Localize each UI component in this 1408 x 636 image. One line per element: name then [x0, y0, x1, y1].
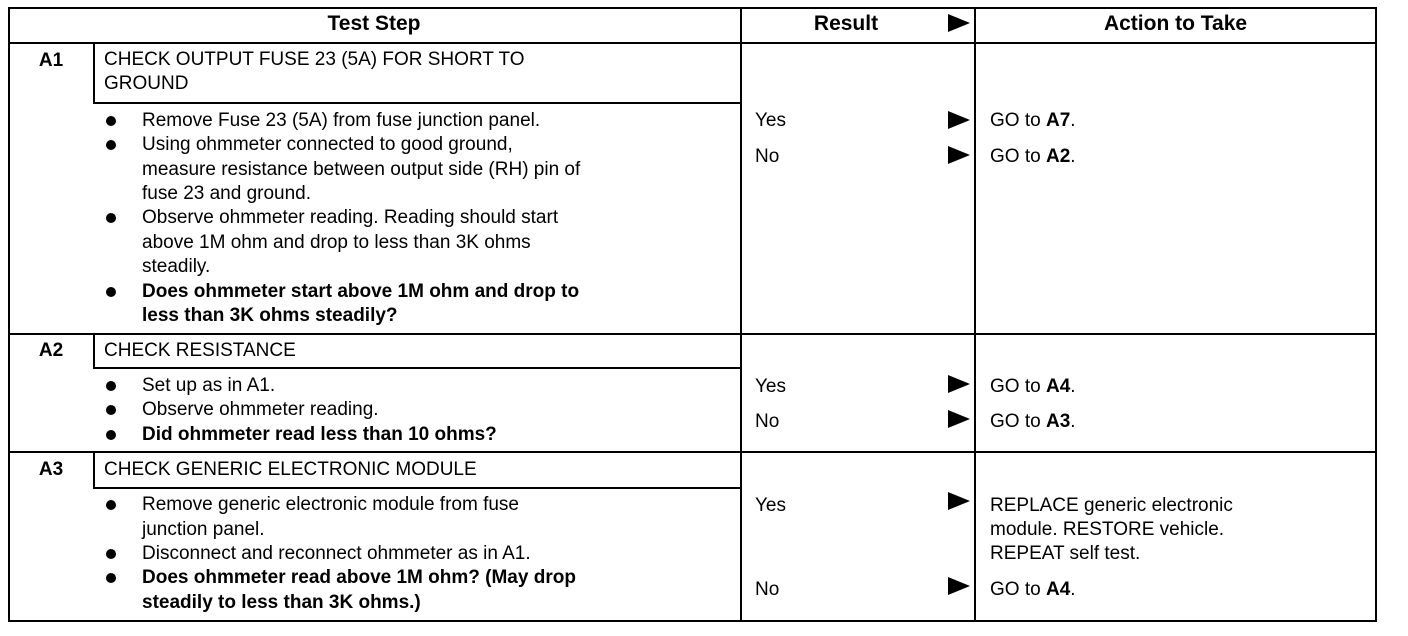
header-bottom-border [8, 42, 1377, 44]
row-a1-bottom-border [8, 333, 1377, 335]
table-right-border [1375, 7, 1377, 622]
bullet-icon [106, 213, 116, 223]
a1-bullet-3-line-3: steadily. [142, 256, 211, 277]
a3-title-separator [93, 487, 740, 489]
header-test-step: Test Step [327, 12, 421, 35]
a3-bullet-2: Disconnect and reconnect ohmmeter as in A1. [142, 543, 531, 564]
action-column-left-border [974, 7, 976, 622]
arrow-right-icon [948, 375, 970, 393]
a2-bullet-2: Observe ohmmeter reading. [142, 399, 379, 420]
arrow-right-icon [948, 146, 970, 164]
bullet-icon [106, 500, 116, 510]
bullet-icon [106, 116, 116, 126]
a3-action-no: GO to A4. [990, 579, 1076, 600]
a3-bullet-1-line-1: Remove generic electronic module from fuse [142, 494, 520, 515]
table-bottom-border [8, 620, 1377, 622]
a3-title: CHECK GENERIC ELECTRONIC MODULE [104, 459, 477, 480]
a2-question: Did ohmmeter read less than 10 ohms? [142, 424, 497, 445]
a2-action-yes: GO to A4. [990, 376, 1076, 397]
arrow-right-icon [948, 111, 970, 129]
a1-bullet-1-line-1: Remove Fuse 23 (5A) from fuse junction panel. [142, 110, 541, 131]
step-id-a2: A2 [38, 340, 64, 361]
a1-bullet-3-line-1: Observe ohmmeter reading. Reading should start [142, 207, 559, 228]
a3-action-yes-line-1: REPLACE generic electronic [990, 495, 1233, 516]
a2-title: CHECK RESISTANCE [104, 340, 296, 361]
bullet-icon [106, 287, 116, 297]
header-result: Result [813, 12, 879, 35]
a1-title-separator [93, 102, 740, 104]
a3-result-no: No [755, 579, 780, 600]
a1-bullet-2-line-2: measure resistance between output side (RH) pin of [142, 159, 581, 180]
a2-action-no: GO to A3. [990, 411, 1076, 432]
a1-result-yes: Yes [755, 110, 786, 131]
row-a2-bottom-border [8, 451, 1377, 453]
table-top-border [8, 7, 1377, 9]
table-left-border [8, 7, 10, 622]
bullet-icon [106, 549, 116, 559]
result-column-left-border [740, 7, 742, 622]
a3-action-yes-line-2: module. RESTORE vehicle. [990, 519, 1225, 540]
a1-bullet-2-line-1: Using ohmmeter connected to good ground, [142, 134, 513, 155]
a1-result-no: No [755, 146, 780, 167]
bullet-icon [106, 573, 116, 583]
bullet-icon [106, 381, 116, 391]
step-id-a3: A3 [38, 459, 64, 480]
a3-question-line-2: steadily to less than 3K ohms.) [142, 592, 421, 613]
a1-bullet-2-line-3: fuse 23 and ground. [142, 183, 312, 204]
a2-title-separator [93, 367, 740, 369]
a2-result-no: No [755, 411, 780, 432]
arrow-right-icon [948, 410, 970, 428]
a2-result-yes: Yes [755, 376, 786, 397]
a1-bullet-3-line-2: above 1M ohm and drop to less than 3K ohms [142, 232, 531, 253]
a1-question-line-1: Does ohmmeter start above 1M ohm and drop to [142, 281, 580, 302]
bullet-icon [106, 140, 116, 150]
a1-question-line-2: less than 3K ohms steadily? [142, 305, 398, 326]
a1-action-no: GO to A2. [990, 146, 1076, 167]
bullet-icon [106, 405, 116, 415]
arrow-right-icon [948, 492, 970, 510]
a3-bullet-1-line-2: junction panel. [142, 519, 265, 540]
a2-bullet-1: Set up as in A1. [142, 375, 276, 396]
header-arrow-icon [948, 14, 970, 32]
step-id-a1: A1 [38, 50, 64, 71]
a1-action-yes: GO to A7. [990, 110, 1076, 131]
arrow-right-icon [948, 577, 970, 595]
a1-title-line-2: GROUND [104, 73, 189, 94]
bullet-icon [106, 430, 116, 440]
a1-title-line-1: CHECK OUTPUT FUSE 23 (5A) FOR SHORT TO [104, 49, 525, 70]
a3-action-yes-line-3: REPEAT self test. [990, 543, 1141, 564]
a3-result-yes: Yes [755, 495, 786, 516]
a3-question-line-1: Does ohmmeter read above 1M ohm? (May drop [142, 567, 576, 588]
header-action: Action to Take [1103, 12, 1248, 35]
